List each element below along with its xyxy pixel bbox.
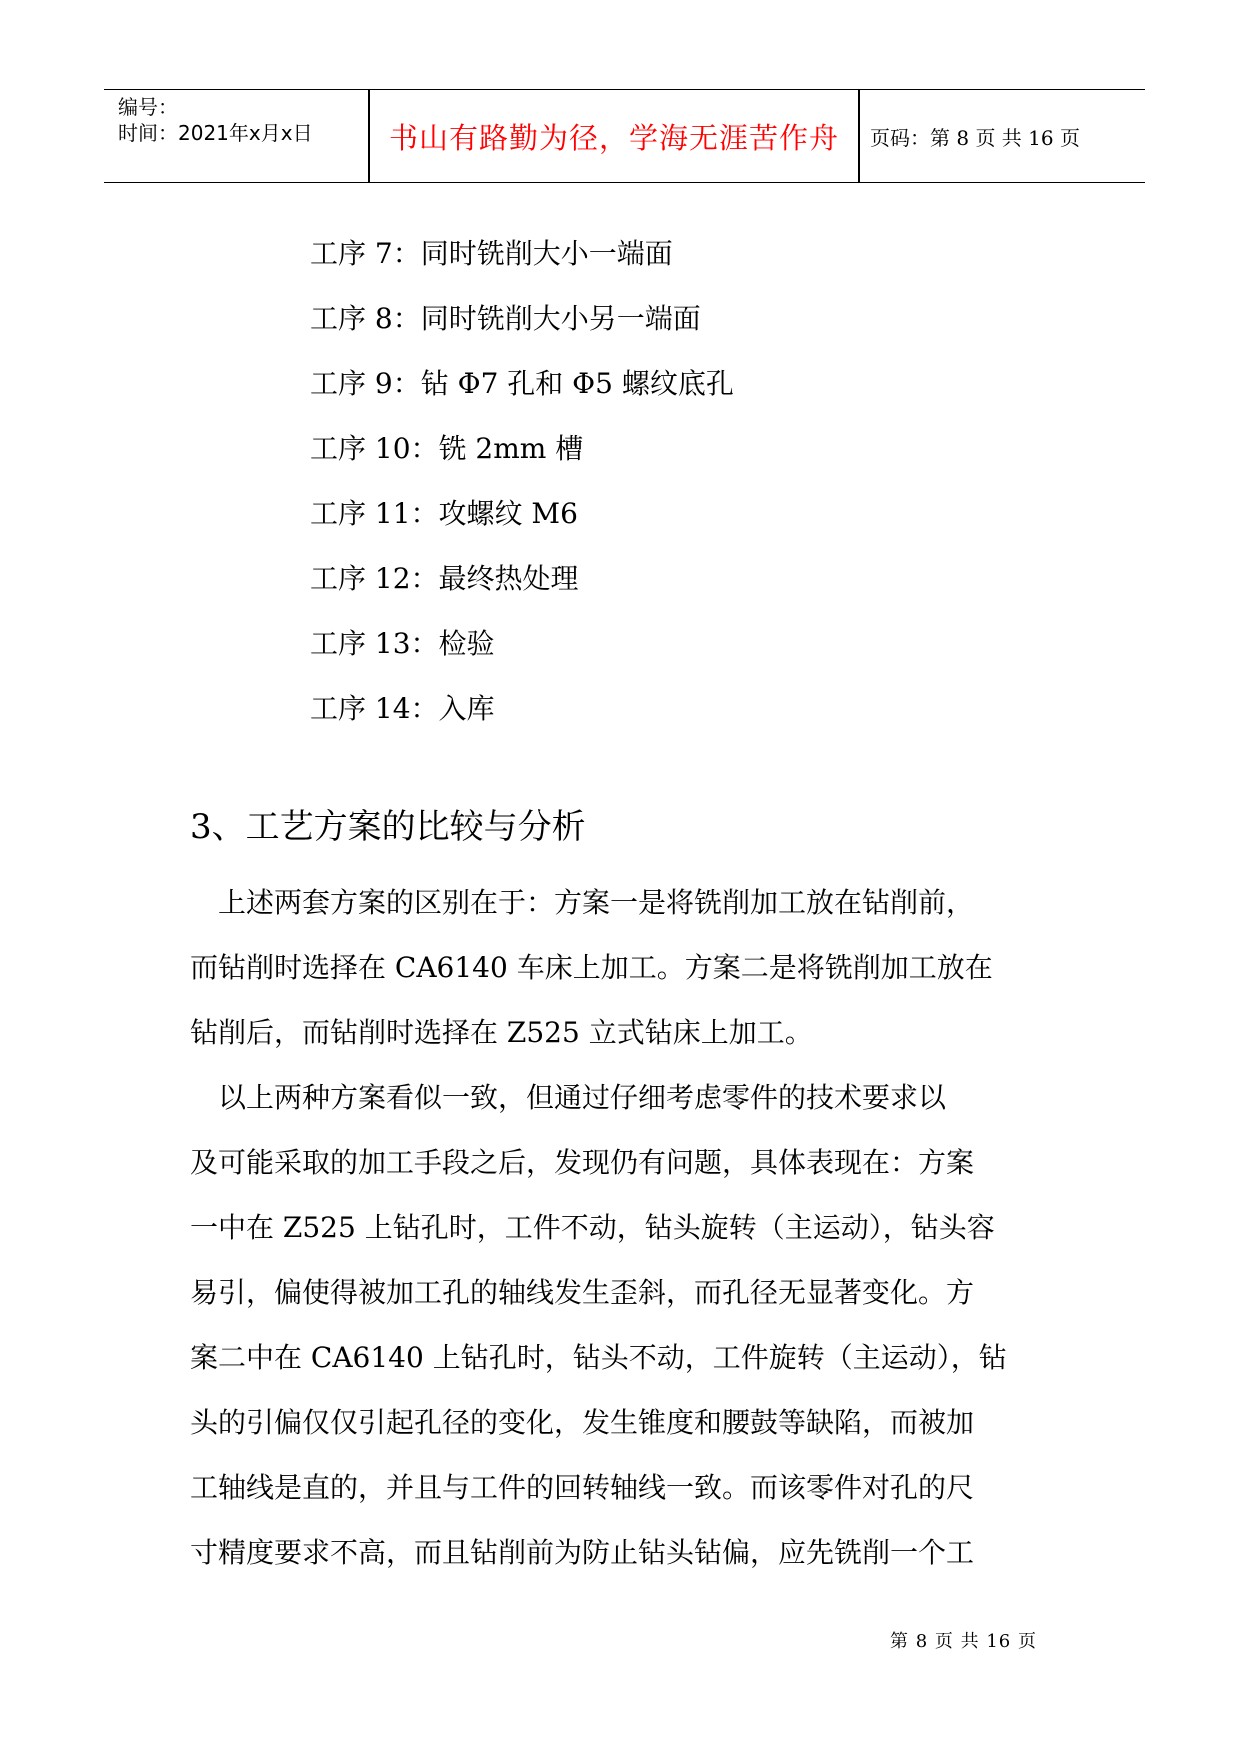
process-step: 工序 12：最终热处理: [310, 562, 579, 595]
paragraph-line: 以上两种方案看似一致，但通过仔细考虑零件的技术要求以: [190, 1081, 947, 1114]
paragraph-line: 易引，偏使得被加工孔的轴线发生歪斜，而孔径无显著变化。方: [190, 1276, 975, 1309]
paragraph-line: 一中在 Z525 上钻孔时，工件不动，钻头旋转（主运动），钻头容: [190, 1211, 995, 1244]
paragraph-line: 而钻削时选择在 CA6140 车床上加工。方案二是将铣削加工放在: [190, 951, 993, 984]
header-motto: 书山有路勤为径，学海无涯苦作舟: [388, 120, 839, 155]
paragraph-line: 寸精度要求不高，而且钻削前为防止钻头钻偏，应先铣削一个工: [190, 1536, 975, 1569]
paragraph-analysis: [190, 1065, 1070, 1585]
process-step: 工序 14：入库: [310, 692, 495, 725]
process-step: 工序 8：同时铣削大小另一端面: [310, 302, 701, 335]
section-heading: 3、工艺方案的比较与分析: [190, 807, 586, 847]
header-page-code: 页码：第 8 页 共 16 页: [870, 125, 1080, 150]
header-info: [118, 90, 368, 182]
paragraph-line: 及可能采取的加工手段之后，发现仍有问题，具体表现在：方案: [190, 1146, 975, 1179]
process-step: 工序 11：攻螺纹 M6: [310, 497, 578, 530]
paragraph-line: 头的引偏仅仅引起孔径的变化，发生锥度和腰鼓等缺陷，而被加: [190, 1406, 975, 1439]
page-footer: 第 8 页 共 16 页: [890, 1631, 1037, 1652]
paragraph-line: 钻削后，而钻削时选择在 Z525 立式钻床上加工。: [190, 1016, 813, 1049]
document-number-label: 编号：: [118, 95, 178, 119]
paragraph-comparison: [190, 870, 1070, 1065]
paragraph-line: 上述两套方案的区别在于：方案一是将铣削加工放在钻削前，: [190, 886, 975, 919]
paragraph-line: 工轴线是直的，并且与工件的回转轴线一致。而该零件对孔的尺: [190, 1471, 975, 1504]
process-step: 工序 10：铣 2mm 槽: [310, 432, 584, 465]
process-step: 工序 9：钻 Φ7 孔和 Φ5 螺纹底孔: [310, 367, 734, 400]
header-divider: [368, 90, 370, 182]
process-steps-list: [310, 221, 734, 741]
document-time-label: 时间：2021年x月x日: [118, 121, 313, 145]
page-header: [104, 89, 1145, 183]
process-step: 工序 13：检验: [310, 627, 495, 660]
header-divider: [858, 90, 860, 182]
paragraph-line: 案二中在 CA6140 上钻孔时，钻头不动，工件旋转（主运动），钻: [190, 1341, 1007, 1374]
process-step: 工序 7：同时铣削大小一端面: [310, 237, 673, 270]
